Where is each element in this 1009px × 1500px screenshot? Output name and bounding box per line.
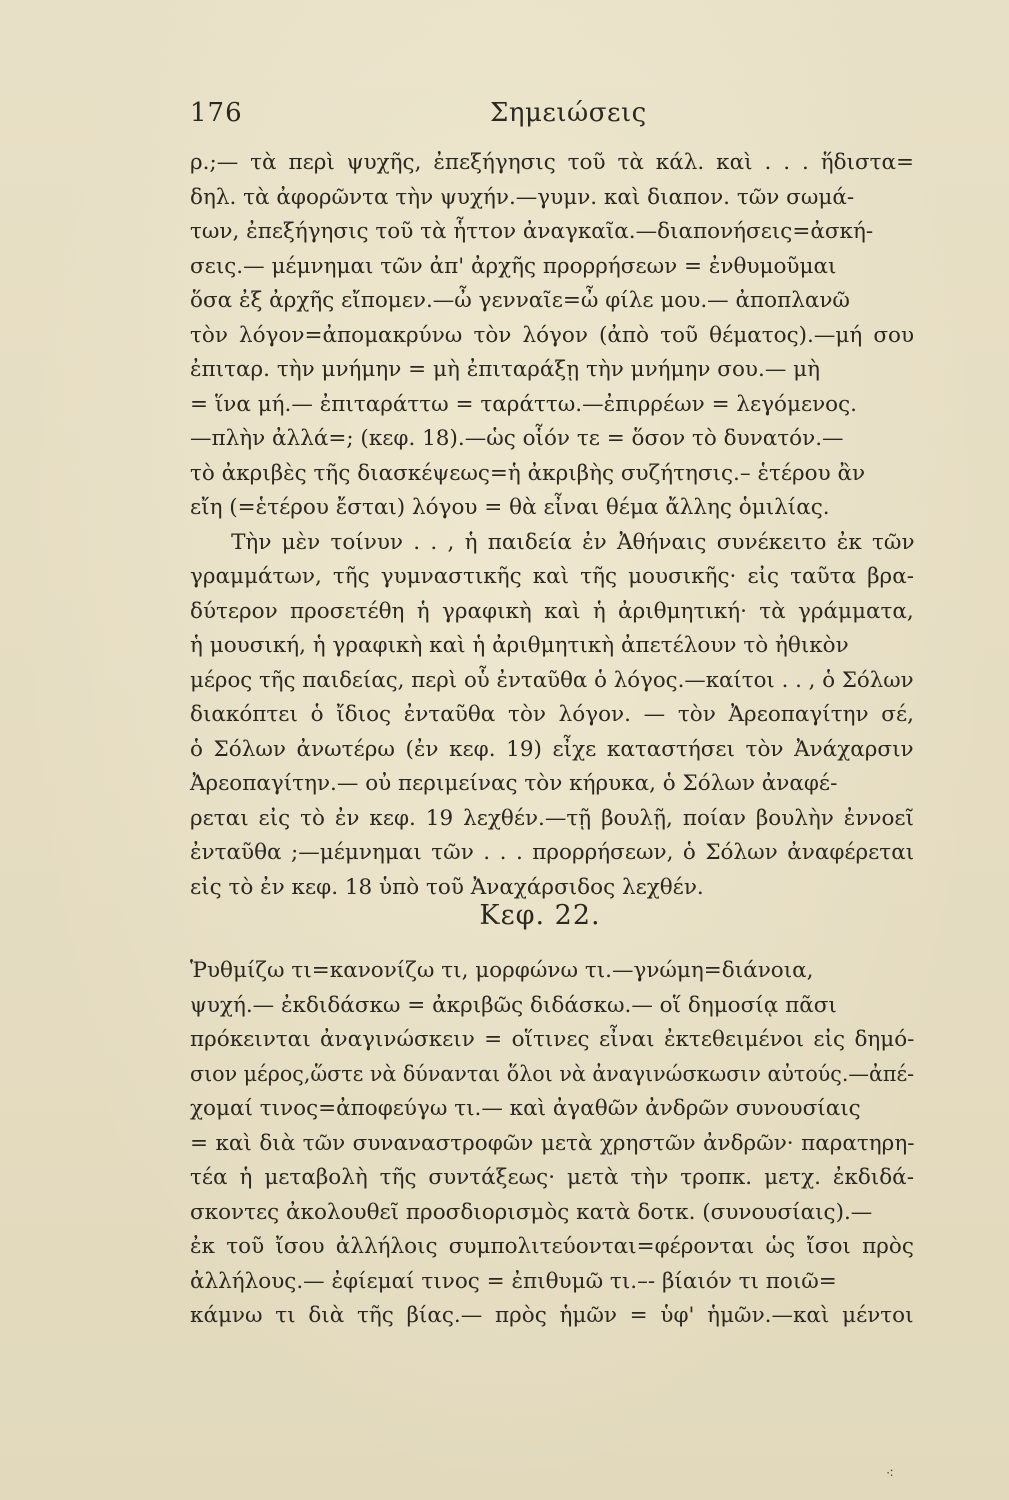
chapter-heading: [190, 900, 914, 931]
text-line: δύτερον προσετέθη ἡ γραφικὴ καὶ ἡ ἀριθμητική· τὰ γράμματα,: [190, 598, 914, 624]
text-line: ὅσα ἐξ ἀρχῆς εἴπομεν.—ὦ γενναῖε=ὦ φίλε μου.— ἀποπλανῶ: [190, 288, 850, 313]
text-line: τέα ἡ μεταβολὴ τῆς συντάξεως· μετὰ τὴν τροπκ. μετχ. ἐκδιδά-: [190, 1165, 914, 1190]
text-line: σκοντες ἀκολουθεῖ προσδιορισμὸς κατὰ δοτκ. (συνουσίαις).—: [190, 1199, 873, 1225]
text-line: = ἵνα μή.— ἐπιταράττω = ταράττω.—ἐπιρρέων = λεγόμενος.: [190, 391, 857, 417]
text-line: γραμμάτων, τῆς γυμναστικῆς καὶ τῆς μουσικῆς· εἰς ταῦτα βρα-: [190, 564, 914, 589]
text-line: ἐκ τοῦ ἴσου ἀλλήλοις συμπολιτεύονται=φέρονται ὡς ἴσοι πρὸς: [190, 1234, 914, 1259]
text-line: ἐπιταρ. τὴν μνήμην = μὴ ἐπιταράξῃ τὴν μνήμην σου.— μὴ: [190, 357, 821, 382]
text-line: εἰς τὸ ἐν κεφ. 18 ὑπὸ τοῦ Ἀναχάρσιδος λεχθέν.: [190, 874, 704, 900]
notes-paragraphs: [190, 146, 914, 905]
text-line: σιον μέρος,ὥστε νὰ δύνανται ὅλοι νὰ ἀναγινώσκωσιν αὐτούς.—ἀπέ-: [190, 1061, 915, 1087]
text-line: ἐνταῦθα ;—μέμνημαι τῶν . . . προρρήσεων, ὁ Σόλων ἀναφέρεται: [190, 840, 915, 865]
text-line: κάμνω τι διὰ τῆς βίας.— πρὸς ἡμῶν = ὑφ' ἡμῶν.—καὶ μέντοι: [190, 1303, 914, 1328]
text-line: = καὶ διὰ τῶν συναναστροφῶν μετὰ χρηστῶν ἀνδρῶν· παρατηρη-: [190, 1130, 915, 1156]
text-line: ὁ Σόλων ἀνωτέρω (ἐν κεφ. 19) εἶχε καταστήσει τὸν Ἀνάχαρσιν: [190, 736, 914, 762]
text-line: —πλὴν ἀλλά=; (κεφ. 18).—ὡς οἷόν τε = ὅσον τὸ δυνατόν.—: [190, 426, 844, 451]
text-line: χομαί τινος=ἀποφεύγω τι.— καὶ ἀγαθῶν ἀνδρῶν συνουσίαις: [190, 1096, 861, 1121]
text-line: ρεται εἰς τὸ ἐν κεφ. 19 λεχθέν.—τῇ βουλῇ, ποίαν βουλὴν ἐννοεῖ: [190, 805, 914, 831]
text-line: ψυχή.— ἐκδιδάσκω = ἀκριβῶς διδάσκω.— οἵ δημοσίᾳ πᾶσι: [190, 992, 837, 1018]
text-line: τὸν λόγον=ἀπομακρύνω τὸν λόγον (ἀπὸ τοῦ θέματος).—μή σου: [190, 322, 915, 348]
text-line: τὸ ἀκριβὲς τῆς διασκέψεως=ἡ ἀκριβὴς συζήτησις.– ἑτέρου ἂν: [190, 460, 866, 486]
page-header: [190, 98, 914, 138]
text-line: σεις.— μέμνημαι τῶν ἀπ' ἀρχῆς προρρήσεων = ἐνθυμοῦμαι: [190, 253, 837, 279]
text-line: Ῥυθμίζω τι=κανονίζω τι, μορφώνω τι.—γνώμη=διάνοια,: [190, 958, 814, 983]
text-line: ἡ μουσική, ἡ γραφικὴ καὶ ἡ ἀριθμητικὴ ἀπετέλουν τὸ ἠθικὸν: [190, 633, 849, 658]
text-line: ἀλλήλους.— ἐφίεμαί τινος = ἐπιθυμῶ τι.–- βίαιόν τι ποιῶ=: [190, 1268, 837, 1294]
chapter-heading-text: Κεφ. 22.: [479, 900, 601, 931]
text-line: μέρος τῆς παιδείας, περὶ οὗ ἐνταῦθα ὁ λόγος.—καίτοι . . , ὁ Σόλων: [190, 667, 914, 693]
ink-speck: ⁖: [885, 1466, 894, 1482]
text-line: εἴη (=ἑτέρου ἔσται) λόγου = θὰ εἶναι θέμα ἄλλης ὁμιλίας.: [190, 495, 830, 520]
running-title: Σημειώσεις: [490, 98, 647, 128]
text-line: ρ.;— τὰ περὶ ψυχῆς, ἐπεξήγησις τοῦ τὰ κάλ. καὶ . . . ἥδιστα=: [190, 150, 915, 175]
text-line: Ἀρεοπαγίτην.— οὐ περιμείνας τὸν κήρυκα, ὁ Σόλων ἀναφέ-: [190, 771, 838, 796]
text-line: πρόκεινται ἀναγινώσκειν = οἵτινες εἶναι ἐκτεθειμένοι εἰς δημό-: [190, 1027, 915, 1052]
text-line: Τὴν μὲν τοίνυν . . , ἡ παιδεία ἐν Ἀθήναις συνέκειτο ἐκ τῶν: [190, 529, 915, 555]
chapter-notes: [190, 954, 914, 1334]
text-line: διακόπτει ὁ ἴδιος ἐνταῦθα τὸν λόγον. — τὸν Ἀρεοπαγίτην σέ,: [190, 702, 914, 727]
text-line: των, ἐπεξήγησις τοῦ τὰ ἧττον ἀναγκαῖα.—διαπονήσεις=ἀσκή-: [190, 219, 874, 244]
text-line: δηλ. τὰ ἀφορῶντα τὴν ψυχήν.—γυμν. καὶ διαπον. τῶν σωμά-: [190, 184, 855, 210]
page-number: 176: [190, 98, 243, 128]
